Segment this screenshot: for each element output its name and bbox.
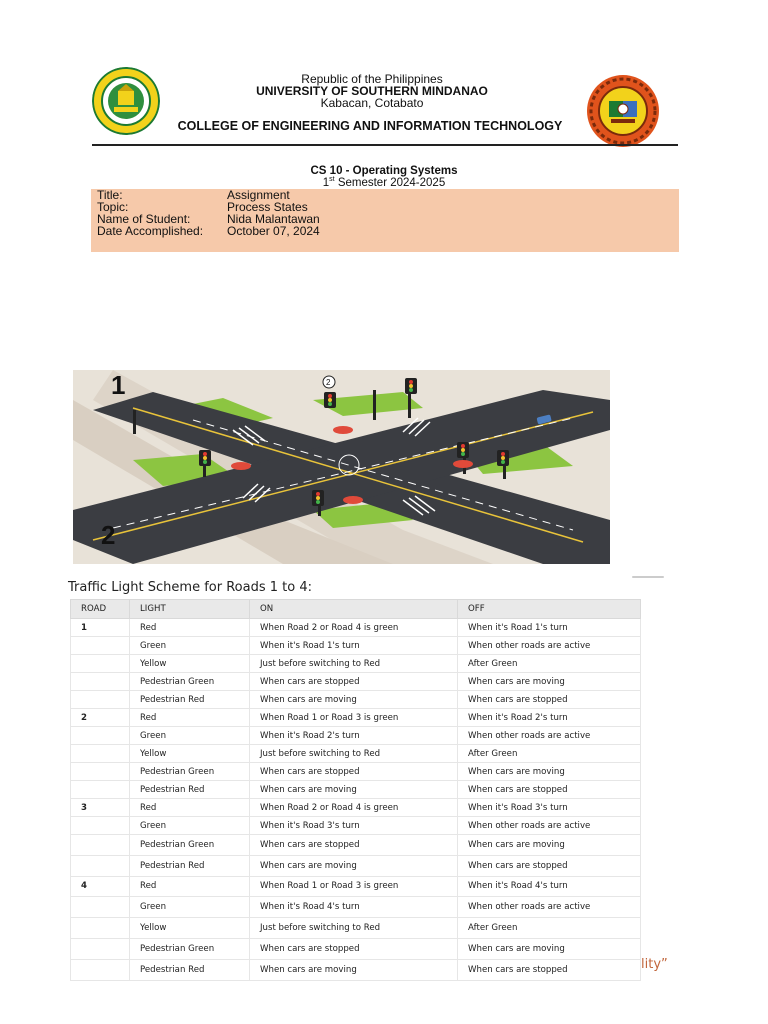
cell-on: When Road 2 or Road 4 is green: [250, 799, 458, 817]
cell-light: Red: [130, 619, 250, 637]
cell-road: [71, 673, 130, 691]
table-row: [71, 817, 641, 835]
cell-on: When cars are moving: [250, 781, 458, 799]
cell-road: [71, 763, 130, 781]
cell-off: When other roads are active: [458, 817, 641, 835]
cell-off: When cars are moving: [458, 938, 641, 959]
table-row: [71, 763, 641, 781]
cell-road: [71, 727, 130, 745]
college-name: COLLEGE OF ENGINEERING AND INFORMATION TECHNOLOGY: [177, 119, 563, 133]
ceit-seal-logo: [586, 74, 660, 148]
info-label: Topic:: [97, 200, 129, 214]
cell-road: 2: [71, 709, 130, 727]
table-row: [71, 691, 641, 709]
cell-off: After Green: [458, 655, 641, 673]
table-row: [71, 745, 641, 763]
cell-on: When cars are moving: [250, 959, 458, 980]
cell-road: [71, 855, 130, 876]
header-road: ROAD: [71, 600, 130, 619]
cell-light: Green: [130, 817, 250, 835]
semester-ordinal: st: [329, 176, 335, 183]
cell-off: When cars are stopped: [458, 855, 641, 876]
header-divider: [92, 144, 678, 146]
university-name: UNIVERSITY OF SOUTHERN MINDANAO: [256, 84, 488, 98]
cell-light: Yellow: [130, 655, 250, 673]
cell-road: [71, 691, 130, 709]
cell-off: When cars are moving: [458, 763, 641, 781]
cell-light: Red: [130, 799, 250, 817]
cell-light: Red: [130, 709, 250, 727]
table-row: [71, 727, 641, 745]
cell-off: When other roads are active: [458, 897, 641, 918]
cell-light: Pedestrian Green: [130, 938, 250, 959]
cell-off: When cars are stopped: [458, 781, 641, 799]
table-body: [71, 619, 641, 981]
table-title: Traffic Light Scheme for Roads 1 to 4:: [68, 580, 312, 595]
cell-light: Pedestrian Green: [130, 673, 250, 691]
table-row: [71, 673, 641, 691]
cell-road: [71, 959, 130, 980]
cell-on: When cars are stopped: [250, 835, 458, 856]
table-row: [71, 835, 641, 856]
cell-on: When cars are stopped: [250, 938, 458, 959]
table-row: [71, 709, 641, 727]
cell-road: 4: [71, 876, 130, 897]
cell-off: When cars are stopped: [458, 691, 641, 709]
cell-on: When cars are stopped: [250, 763, 458, 781]
cell-light: Green: [130, 637, 250, 655]
cell-road: [71, 817, 130, 835]
page-mark: [632, 576, 664, 578]
university-location: Kabacan, Cotabato: [320, 96, 424, 110]
cell-off: When it's Road 1's turn: [458, 619, 641, 637]
info-value: Process States: [227, 200, 308, 214]
cell-light: Yellow: [130, 918, 250, 939]
cell-road: [71, 835, 130, 856]
traffic-light-scheme-table: [70, 599, 641, 981]
cell-road: 3: [71, 799, 130, 817]
table-row: [71, 619, 641, 637]
cell-road: [71, 745, 130, 763]
info-label: Name of Student:: [97, 212, 191, 226]
cell-off: When other roads are active: [458, 637, 641, 655]
info-label: Date Accomplished:: [97, 224, 204, 238]
intersection-illustration: [73, 370, 610, 564]
cell-on: Just before switching to Red: [250, 918, 458, 939]
table-row: [71, 799, 641, 817]
cell-on: When cars are moving: [250, 691, 458, 709]
cell-off: After Green: [458, 918, 641, 939]
cell-road: [71, 781, 130, 799]
semester-number: 1: [322, 176, 330, 189]
cell-off: When it's Road 4's turn: [458, 876, 641, 897]
info-label: Title:: [97, 188, 123, 202]
assignment-info-box: [91, 189, 679, 252]
table-row: [71, 876, 641, 897]
info-value: Assignment: [227, 188, 290, 202]
cell-light: Pedestrian Red: [130, 691, 250, 709]
semester-line: [210, 176, 558, 189]
cell-on: When it's Road 2's turn: [250, 727, 458, 745]
table-row: [71, 918, 641, 939]
cell-off: When cars are moving: [458, 835, 641, 856]
info-row-date: [97, 225, 320, 238]
cell-light: Yellow: [130, 745, 250, 763]
cell-on: When Road 1 or Road 3 is green: [250, 876, 458, 897]
cell-light: Pedestrian Red: [130, 855, 250, 876]
semester-text: Semester 2024-2025: [334, 176, 446, 189]
road-label-1: 1: [111, 370, 126, 400]
cell-road: 1: [71, 619, 130, 637]
cell-light: Green: [130, 727, 250, 745]
cell-on: Just before switching to Red: [250, 655, 458, 673]
cell-on: Just before switching to Red: [250, 745, 458, 763]
cell-light: Pedestrian Green: [130, 763, 250, 781]
cell-on: When Road 1 or Road 3 is green: [250, 709, 458, 727]
road-label-2: 2: [101, 520, 116, 550]
cell-off: After Green: [458, 745, 641, 763]
republic-line: Republic of the Philippines: [301, 72, 443, 86]
cell-light: Pedestrian Green: [130, 835, 250, 856]
info-value: October 07, 2024: [227, 224, 320, 238]
cell-light: Green: [130, 897, 250, 918]
cell-on: When it's Road 4's turn: [250, 897, 458, 918]
info-value: Nida Malantawan: [227, 212, 320, 226]
cell-on: When it's Road 3's turn: [250, 817, 458, 835]
cell-on: When it's Road 1's turn: [250, 637, 458, 655]
cell-off: When it's Road 2's turn: [458, 709, 641, 727]
cell-on: When cars are stopped: [250, 673, 458, 691]
table-row: [71, 959, 641, 980]
cell-road: [71, 637, 130, 655]
header-off: OFF: [458, 600, 641, 619]
cell-road: [71, 938, 130, 959]
cell-on: When cars are moving: [250, 855, 458, 876]
header-light: LIGHT: [130, 600, 250, 619]
table-row: [71, 637, 641, 655]
cell-road: [71, 897, 130, 918]
cell-off: When cars are stopped: [458, 959, 641, 980]
small-badge-2: 2: [326, 378, 331, 387]
table-row: [71, 938, 641, 959]
cell-off: When it's Road 3's turn: [458, 799, 641, 817]
cell-road: [71, 918, 130, 939]
table-row: [71, 781, 641, 799]
course-title: CS 10 - Operating Systems: [310, 165, 458, 177]
header-on: ON: [250, 600, 458, 619]
cell-light: Pedestrian Red: [130, 781, 250, 799]
cell-on: When Road 2 or Road 4 is green: [250, 619, 458, 637]
cell-off: When other roads are active: [458, 727, 641, 745]
footer-quote-fragment: lity”: [641, 957, 668, 972]
table-header-row: [71, 600, 641, 619]
cell-light: Red: [130, 876, 250, 897]
cell-light: Pedestrian Red: [130, 959, 250, 980]
cell-road: [71, 655, 130, 673]
table-row: [71, 897, 641, 918]
table-row: [71, 655, 641, 673]
cell-off: When cars are moving: [458, 673, 641, 691]
table-row: [71, 855, 641, 876]
